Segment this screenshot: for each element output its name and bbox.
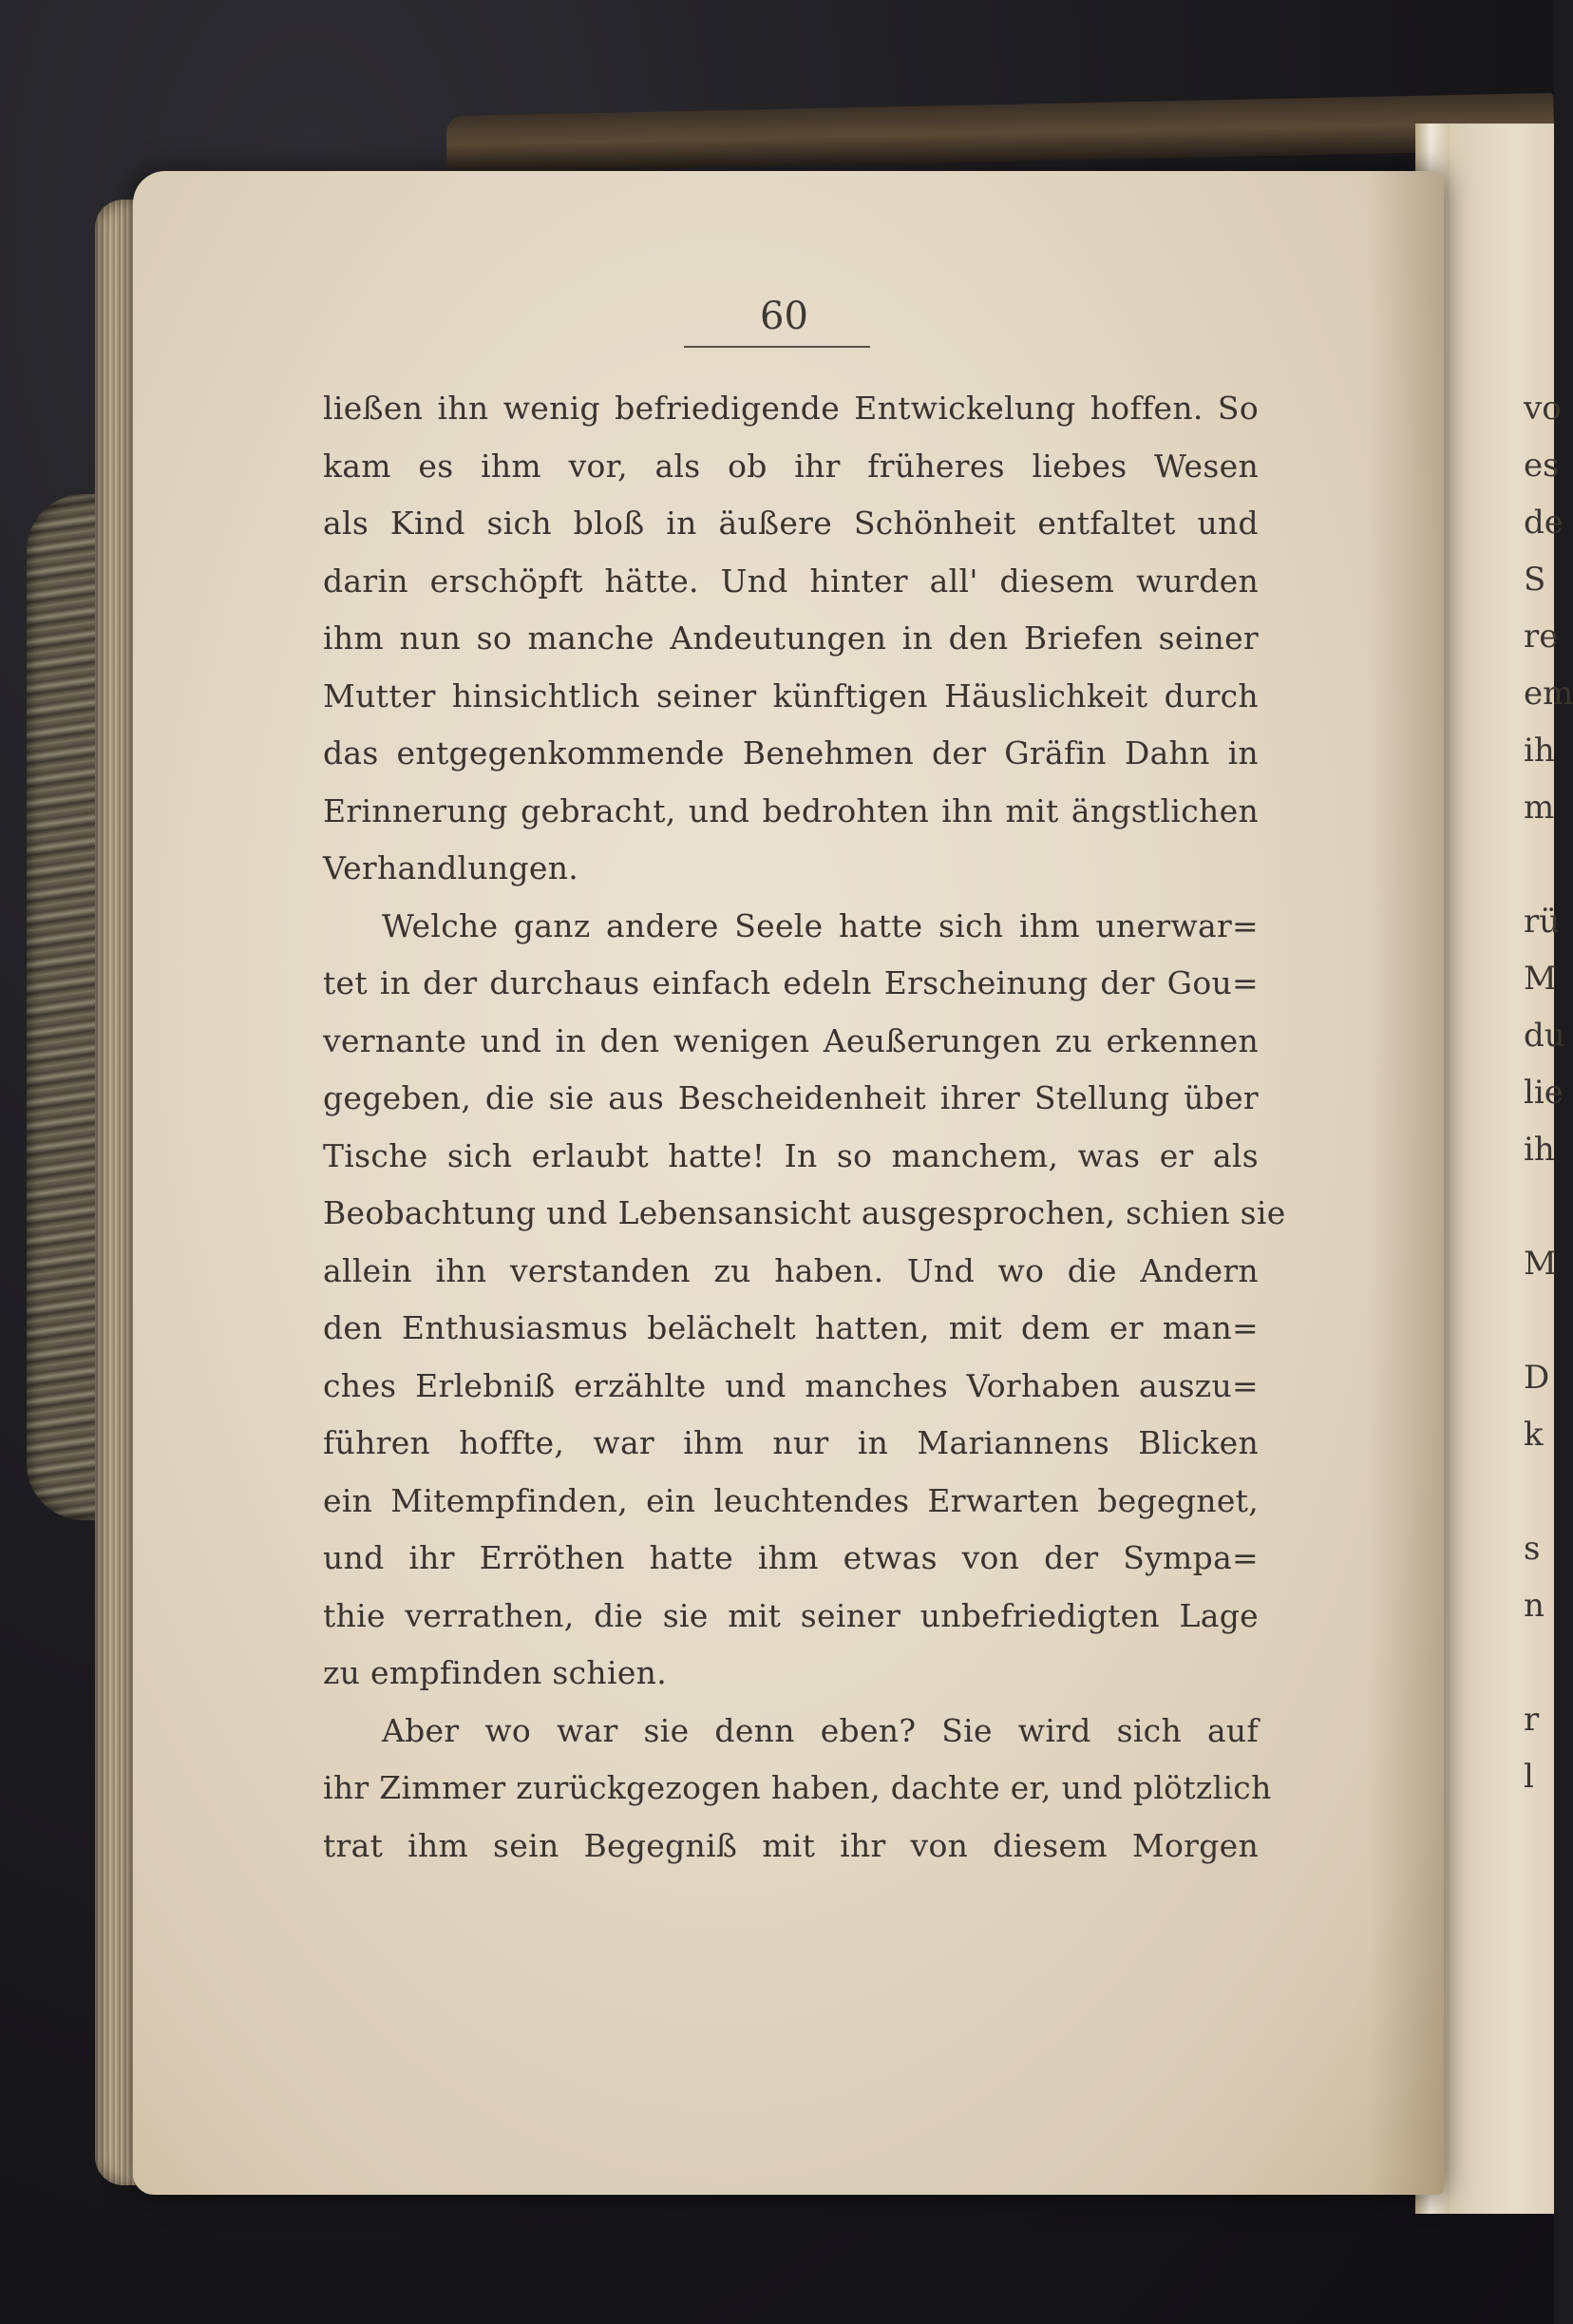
facing-text-fragment: em [1524,675,1573,713]
facing-text-fragment: es [1524,447,1560,485]
facing-page-text [1524,380,1573,1805]
facing-text-fragment: M [1524,960,1557,998]
text-line: ihm nun so manche Andeutungen in den Briefen seiner [323,619,1259,657]
facing-text-fragment: n [1524,1587,1545,1625]
facing-text-fragment: rü [1524,903,1561,941]
facing-text-fragment: S [1524,561,1546,599]
text-line: Welche ganz andere Seele hatte sich ihm unerwar= [382,906,1259,944]
facing-text-fragment [1524,1292,1562,1349]
facing-text-fragment: de [1524,504,1564,542]
facing-text-fragment: ih [1524,1131,1555,1169]
facing-text-fragment: l [1524,1758,1534,1796]
facing-text-fragment: D [1524,1359,1550,1397]
facing-text-fragment: lie [1524,1074,1564,1112]
text-line: darin erschöpft hätte. Und hinter all' diesem wurden [323,562,1259,600]
facing-text-fragment [1524,1178,1562,1235]
facing-text-fragment: ih [1524,732,1555,770]
text-line: den Enthusiasmus belächelt hatten, mit dem er man= [323,1309,1259,1346]
facing-text-fragment: re [1524,618,1559,656]
text-line: gegeben, die sie aus Bescheidenheit ihrer Stellung über [323,1079,1259,1116]
facing-text-fragment [1524,836,1562,893]
text-line: zu empfinden schien. [323,1654,667,1691]
facing-text-fragment: k [1524,1416,1544,1454]
facing-text-fragment: m [1524,789,1555,827]
text-line: trat ihm sein Begegniß mit ihr von diesem Morgen [323,1826,1259,1864]
text-line: ließen ihn wenig befriedigende Entwickelung hoffen. So [323,390,1259,427]
facing-text-fragment: r [1524,1701,1540,1739]
text-line: das entgegenkommende Benehmen der Gräfin Dahn in [323,734,1259,771]
page-number: 60 [760,295,808,338]
text-line: Tische sich erlaubt hatte! In so manchem, was er als [323,1136,1259,1174]
text-line: tet in der durchaus einfach edeln Erscheinung der Gou= [323,964,1259,1001]
facing-text-fragment: du [1524,1017,1565,1055]
text-line: Mutter hinsichtlich seiner künftigen Häuslichkeit durch [323,676,1259,714]
text-line: vernante und in den wenigen Aeußerungen zu erkennen [323,1021,1259,1059]
facing-text-fragment [1524,1634,1562,1691]
text-line: und ihr Erröthen hatte ihm etwas von der Sympa= [323,1539,1259,1576]
text-line: führen hoffte, war ihm nur in Mariannens Blicken [323,1424,1259,1461]
page-number-rule [684,346,870,348]
book-cover-edge [445,93,1554,173]
text-line: Erinnerung gebracht, und bedrohten ihn mit ängstlichen [323,791,1259,829]
facing-text-fragment: vo [1524,390,1562,428]
facing-text-fragment: s [1524,1530,1541,1568]
text-line: ein Mitempfinden, ein leuchtendes Erwarten begegnet, [323,1481,1259,1519]
text-line: thie verrathen, die sie mit seiner unbefriedigten Lage [323,1596,1259,1634]
text-line: allein ihn verstanden zu haben. Und wo die Andern [323,1251,1259,1289]
text-line: Verhandlungen. [323,849,579,886]
text-line: Aber wo war sie denn eben? Sie wird sich auf [382,1711,1259,1749]
text-line: ihr Zimmer zurückgezogen haben, dachte er, und plötzlich [323,1769,1272,1806]
page-body-text [323,380,1286,1875]
text-line: Beobachtung und Lebensansicht ausgesprochen, schien sie [323,1194,1286,1231]
text-line: ches Erlebniß erzählte und manches Vorhaben auszu= [323,1366,1259,1404]
facing-text-fragment [1524,1463,1562,1520]
facing-text-fragment: M [1524,1245,1557,1283]
text-line: kam es ihm vor, als ob ihr früheres liebes Wesen [323,447,1259,485]
text-line: als Kind sich bloß in äußere Schönheit entfaltet und [323,505,1259,542]
